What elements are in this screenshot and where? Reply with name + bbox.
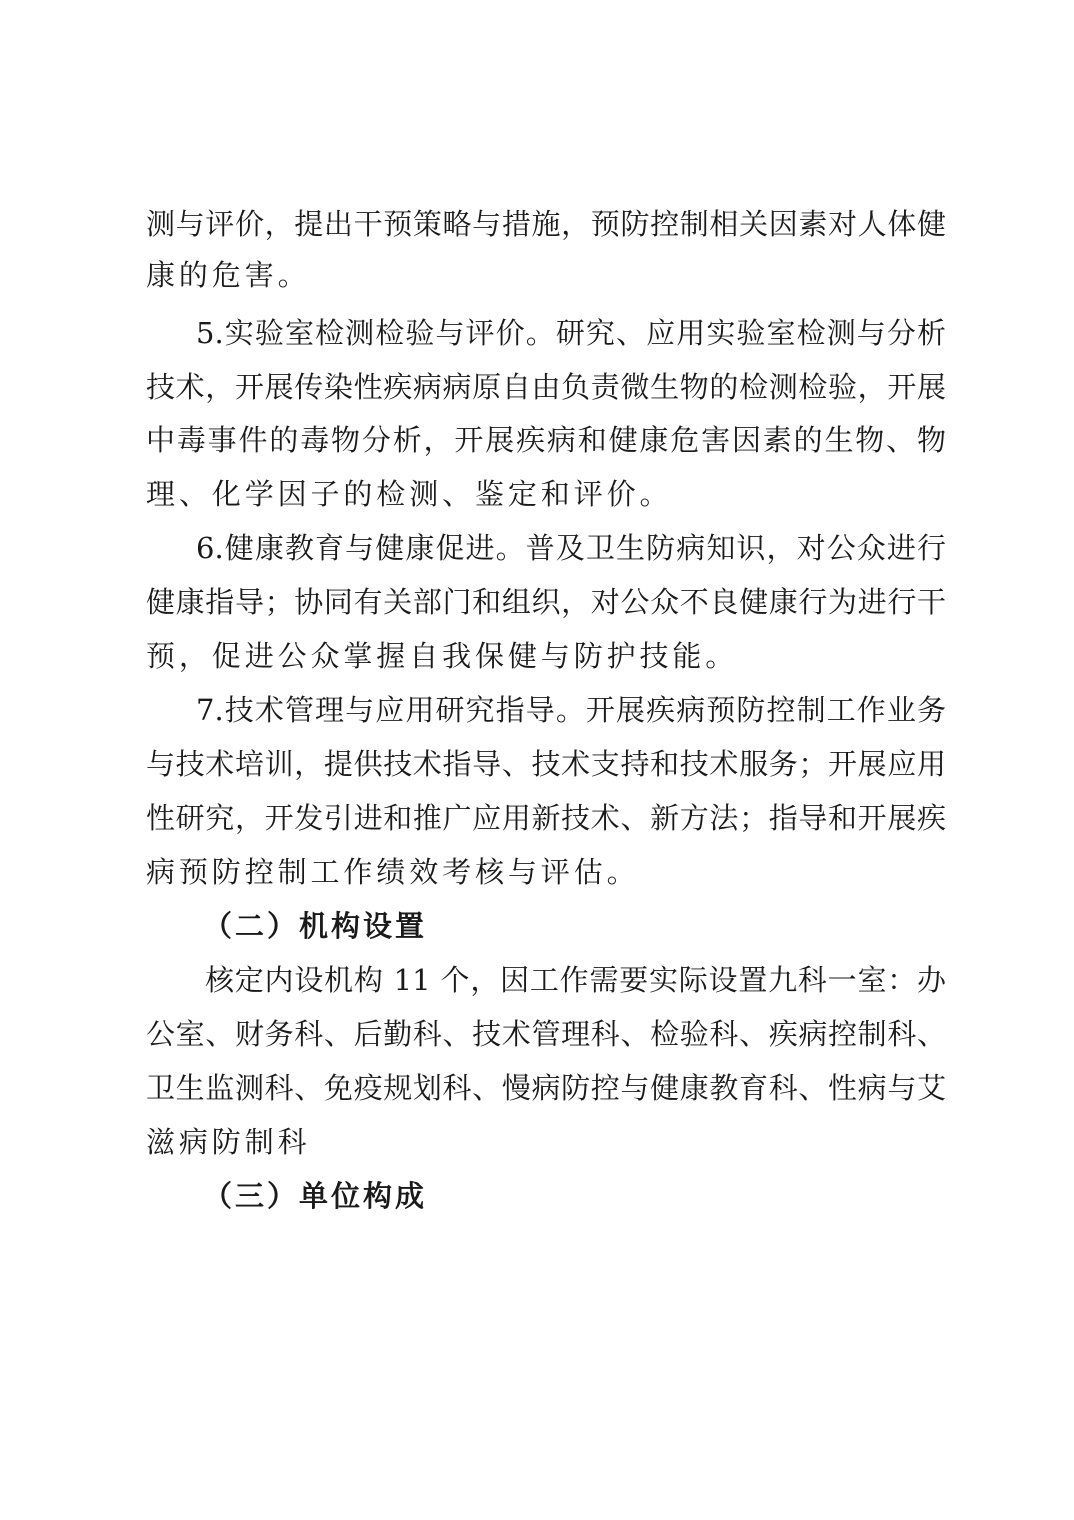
paragraph-line: 滋病防制科 (146, 1125, 311, 1159)
section-heading: （三）单位构成 (203, 1179, 428, 1213)
paragraph-line: 卫生监测科、免疫规划科、慢病防控与健康教育科、性病与艾 (146, 1071, 946, 1105)
paragraph-line: 与技术培训，提供技术指导、技术支持和技术服务；开展应用 (146, 747, 946, 781)
paragraph-line: 预，促进公众掌握自我保健与防护技能。 (146, 639, 739, 673)
paragraph-line: 技术，开展传染性疾病病原自由负责微生物的检测检验，开展 (146, 370, 946, 404)
paragraph-line: 公室、财务科、后勤科、技术管理科、检验科、疾病控制科、 (146, 1017, 946, 1051)
paragraph-line: 康的危害。 (146, 258, 311, 292)
paragraph-line: 理、化学因子的检测、鉴定和评价。 (146, 477, 673, 511)
paragraph-line: 性研究，开发引进和推广应用新技术、新方法；指导和开展疾 (146, 801, 946, 835)
paragraph-line: 病预防控制工作绩效考核与评估。 (146, 855, 640, 889)
paragraph-line: 中毒事件的毒物分析，开展疾病和健康危害因素的生物、物 (146, 423, 946, 457)
paragraph-line: 测与评价，提出干预策略与措施，预防控制相关因素对人体健 (146, 207, 946, 241)
paragraph-line: 核定内设机构 11 个，因工作需要实际设置九科一室：办 (205, 963, 946, 997)
paragraph-line: 6.健康教育与健康促进。普及卫生防病知识，对公众进行 (196, 531, 946, 565)
section-heading: （二）机构设置 (203, 909, 428, 943)
paragraph-line: 健康指导；协同有关部门和组织，对公众不良健康行为进行干 (146, 585, 946, 619)
paragraph-line: 7.技术管理与应用研究指导。开展疾病预防控制工作业务 (196, 693, 946, 727)
paragraph-line: 5.实验室检测检验与评价。研究、应用实验室检测与分析 (196, 316, 946, 350)
